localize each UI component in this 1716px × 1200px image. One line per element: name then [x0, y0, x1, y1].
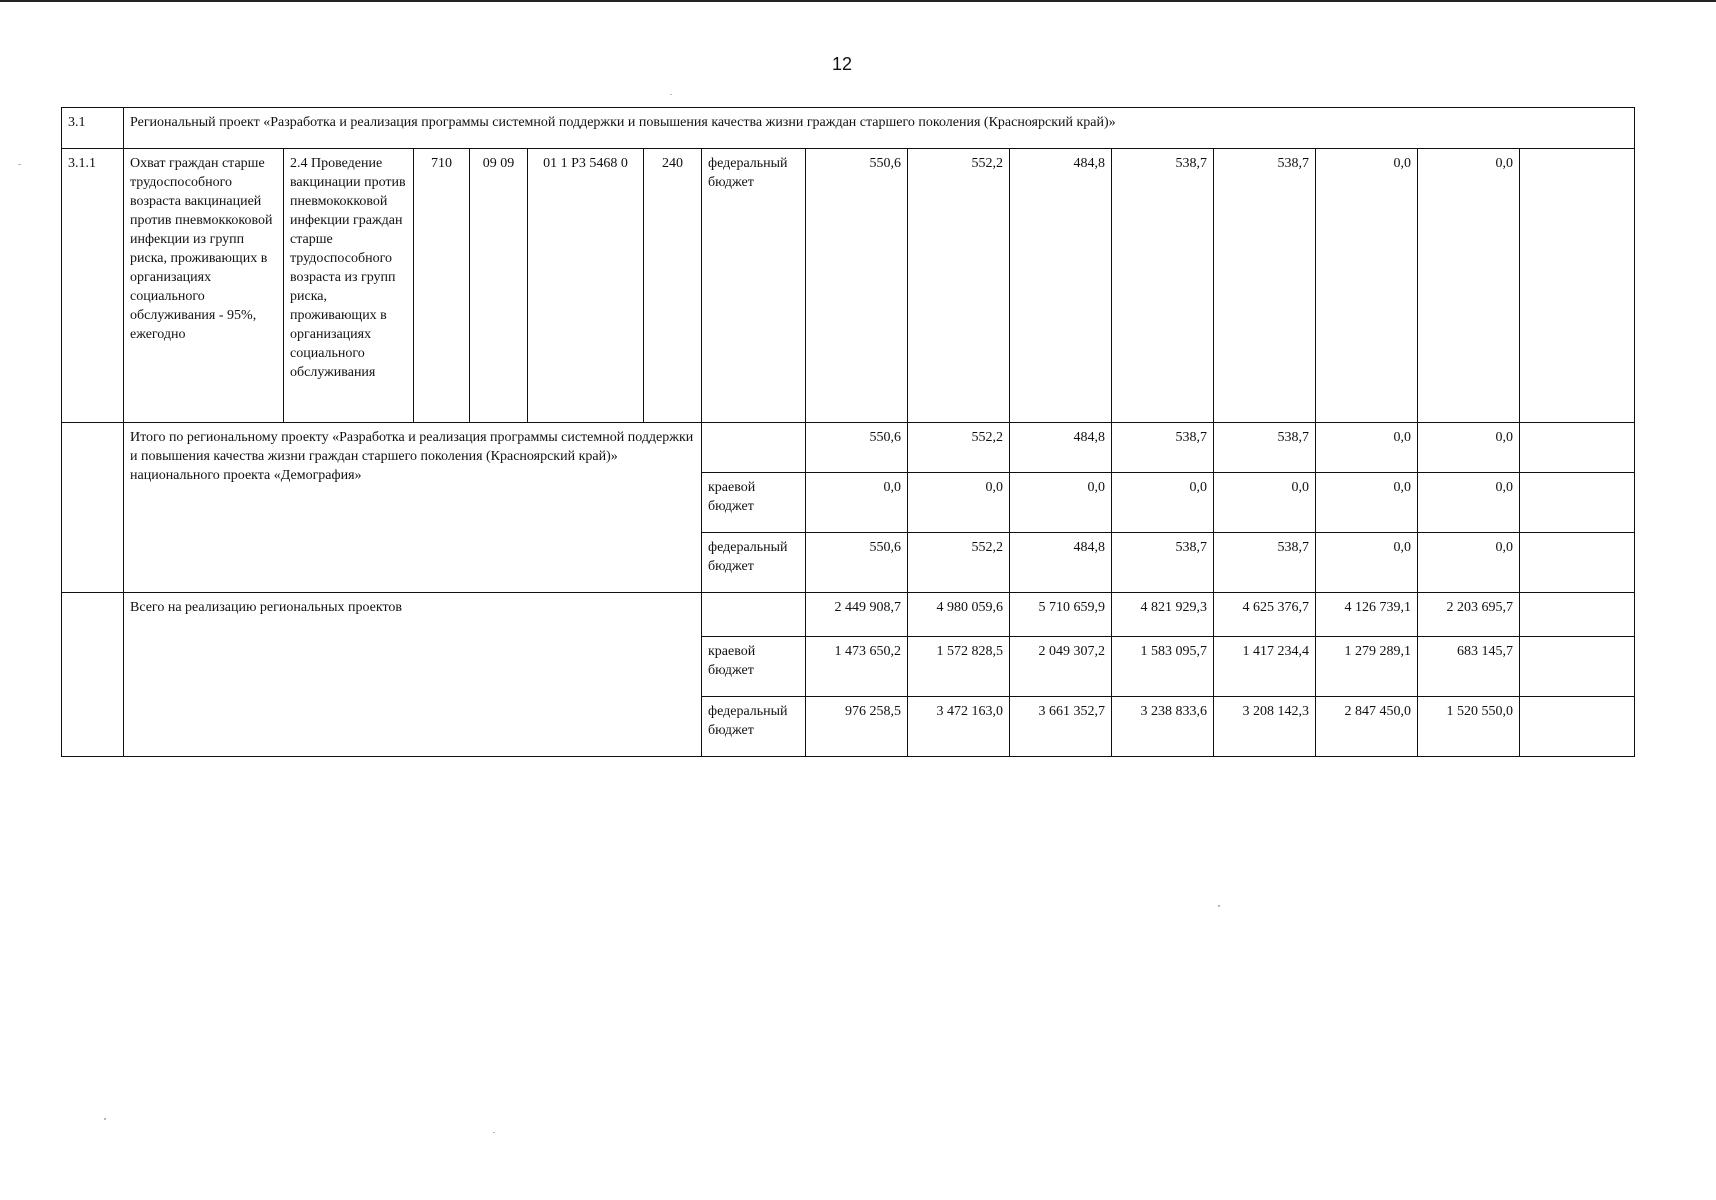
- empty-cell: [1520, 697, 1635, 757]
- item-activity: 2.4 Проведение вакцинации против пневмококковой инфекции граждан старше трудоспособного возраста из групп риска, проживающих в организациях социального обслуживания: [284, 149, 414, 423]
- project-total-value: 484,8: [1010, 533, 1112, 593]
- project-total-row: [62, 423, 1635, 473]
- grand-total-value: 4 126 739,1: [1316, 593, 1418, 637]
- project-total-value: 0,0: [806, 473, 908, 533]
- empty-cell: [1520, 533, 1635, 593]
- scan-speck: [104, 1118, 106, 1120]
- item-indicator: Охват граждан старше трудоспособного возраста вакцинацией против пневмоккоковой инфекции из групп риска, проживающих в организациях социального обслуживания - 95%, ежегодно: [124, 149, 284, 423]
- grand-total-value: 4 980 059,6: [908, 593, 1010, 637]
- page-top-border: [0, 0, 1716, 2]
- project-total-value: 552,2: [908, 533, 1010, 593]
- grand-total-value: 3 661 352,7: [1010, 697, 1112, 757]
- grand-total-value: 4 625 376,7: [1214, 593, 1316, 637]
- item-value: 484,8: [1010, 149, 1112, 423]
- project-total-value: 0,0: [1316, 423, 1418, 473]
- empty-cell: [1520, 423, 1635, 473]
- project-total-source: федеральный бюджет: [702, 533, 806, 593]
- grand-total-value: 1 520 550,0: [1418, 697, 1520, 757]
- item-csr: 01 1 P3 5468 0: [528, 149, 644, 423]
- grand-total-value: 2 203 695,7: [1418, 593, 1520, 637]
- project-total-value: 0,0: [908, 473, 1010, 533]
- item-rzpr: 09 09: [470, 149, 528, 423]
- project-total-value: 0,0: [1010, 473, 1112, 533]
- project-total-label: Итого по региональному проекту «Разработка и реализация программы системной поддержки и повышения качества жизни граждан старшего поколения (Красноярский край)» национального проекта «Демография»: [124, 423, 702, 593]
- grand-total-source: федеральный бюджет: [702, 697, 806, 757]
- scan-speck: [1218, 905, 1220, 907]
- empty-cell: [62, 423, 124, 593]
- project-total-value: 538,7: [1214, 423, 1316, 473]
- scan-speck: [493, 1132, 495, 1133]
- grand-total-value: 5 710 659,9: [1010, 593, 1112, 637]
- budget-table: [61, 107, 1635, 757]
- grand-total-value: 1 583 095,7: [1112, 637, 1214, 697]
- grand-total-source: [702, 593, 806, 637]
- project-total-value: 538,7: [1112, 533, 1214, 593]
- project-total-value: 538,7: [1112, 423, 1214, 473]
- item-vr: 240: [644, 149, 702, 423]
- page-number: 12: [831, 54, 853, 74]
- grand-total-value: 1 417 234,4: [1214, 637, 1316, 697]
- scan-speck: [18, 164, 21, 165]
- grand-total-value: 976 258,5: [806, 697, 908, 757]
- grand-total-value: 2 049 307,2: [1010, 637, 1112, 697]
- empty-cell: [1520, 149, 1635, 423]
- section-title: Региональный проект «Разработка и реализация программы системной поддержки и повышения качества жизни граждан старшего поколения (Красноярский край)»: [124, 108, 1635, 149]
- item-value: 550,6: [806, 149, 908, 423]
- grand-total-value: 683 145,7: [1418, 637, 1520, 697]
- grand-total-value: 2 449 908,7: [806, 593, 908, 637]
- project-total-value: 0,0: [1418, 533, 1520, 593]
- item-source: федеральный бюджет: [702, 149, 806, 423]
- empty-cell: [62, 593, 124, 757]
- item-row: [62, 149, 1635, 423]
- grand-total-value: 2 847 450,0: [1316, 697, 1418, 757]
- project-total-value: 538,7: [1214, 533, 1316, 593]
- project-total-value: 0,0: [1214, 473, 1316, 533]
- grand-total-value: 3 472 163,0: [908, 697, 1010, 757]
- empty-cell: [1520, 637, 1635, 697]
- scan-speck: [670, 94, 672, 95]
- project-total-value: 0,0: [1316, 533, 1418, 593]
- grand-total-value: 1 473 650,2: [806, 637, 908, 697]
- project-total-source: краевой бюджет: [702, 473, 806, 533]
- item-value: 0,0: [1316, 149, 1418, 423]
- project-total-value: 0,0: [1316, 473, 1418, 533]
- grand-total-source: краевой бюджет: [702, 637, 806, 697]
- grand-total-value: 3 238 833,6: [1112, 697, 1214, 757]
- empty-cell: [1520, 473, 1635, 533]
- grand-total-value: 1 572 828,5: [908, 637, 1010, 697]
- grand-total-label: Всего на реализацию региональных проектов: [124, 593, 702, 757]
- project-total-value: 550,6: [806, 533, 908, 593]
- item-number: 3.1.1: [62, 149, 124, 423]
- grand-total-value: 1 279 289,1: [1316, 637, 1418, 697]
- item-value: 552,2: [908, 149, 1010, 423]
- grand-total-value: 4 821 929,3: [1112, 593, 1214, 637]
- project-total-value: 484,8: [1010, 423, 1112, 473]
- item-value: 0,0: [1418, 149, 1520, 423]
- project-total-value: 0,0: [1418, 423, 1520, 473]
- item-value: 538,7: [1112, 149, 1214, 423]
- empty-cell: [1520, 593, 1635, 637]
- project-total-value: 0,0: [1418, 473, 1520, 533]
- item-grbs: 710: [414, 149, 470, 423]
- project-total-value: 552,2: [908, 423, 1010, 473]
- section-row: [62, 108, 1635, 149]
- grand-total-value: 3 208 142,3: [1214, 697, 1316, 757]
- section-number: 3.1: [62, 108, 124, 149]
- project-total-source: [702, 423, 806, 473]
- item-value: 538,7: [1214, 149, 1316, 423]
- project-total-value: 0,0: [1112, 473, 1214, 533]
- grand-total-row: [62, 593, 1635, 637]
- project-total-value: 550,6: [806, 423, 908, 473]
